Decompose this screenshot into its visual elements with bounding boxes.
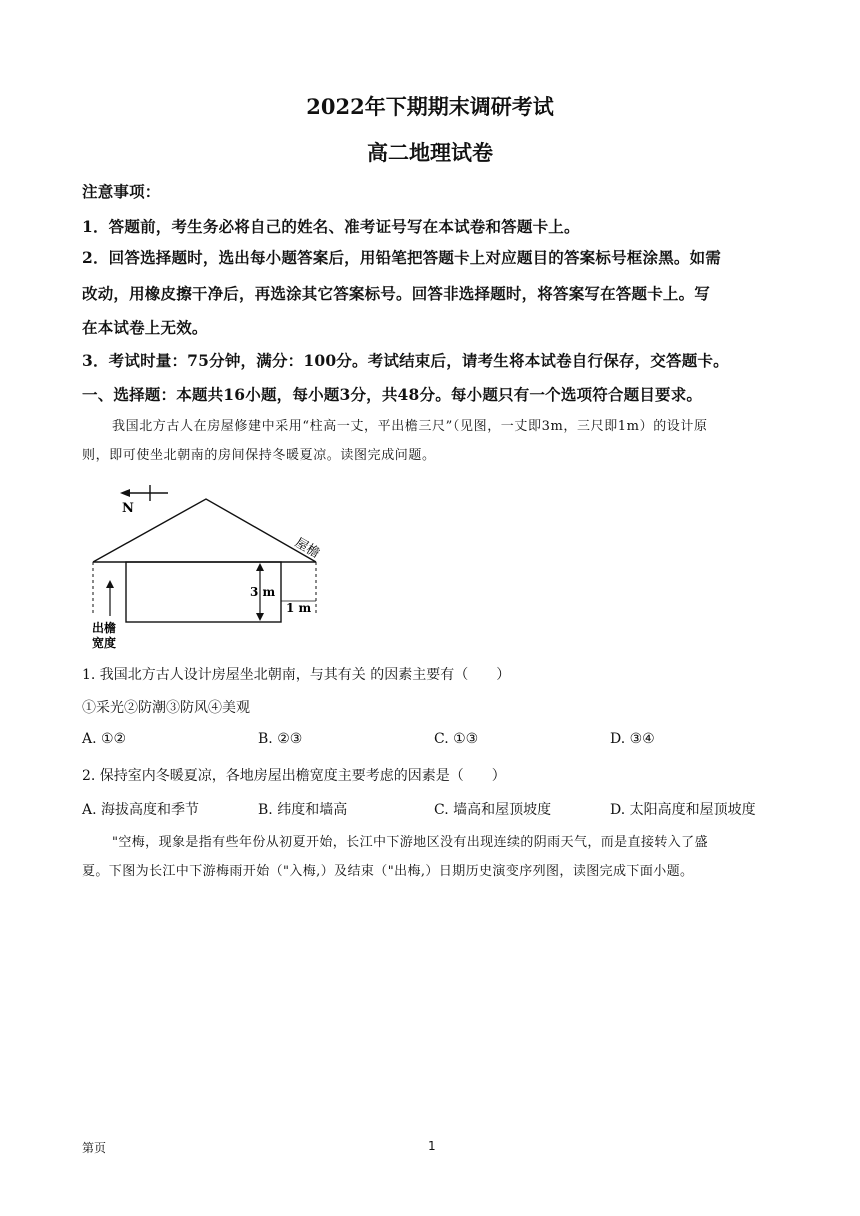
notice-item-2-line-3: 在本试卷上无效。 — [82, 318, 208, 337]
house-diagram — [80, 476, 340, 656]
question-1-items: ①采光②防潮③防风④美观 — [82, 700, 250, 716]
notice-heading: 注意事项： — [82, 182, 161, 201]
question-2-stem: 2. 保持室内冬暖夏凉，各地房屋出檐宽度主要考虑的因素是（ ） — [82, 768, 506, 784]
passage-1 — [82, 412, 782, 470]
passage-2-line-1: "空梅，现象是指有些年份从初夏开始，长江中下游地区没有出现连续的阴雨天气，而是直接转入了盛 — [112, 835, 708, 850]
passage-2-line-2: 夏。下图为长江中下游梅雨开始（"入梅,）及结束（"出梅,）日期历史演变序列图，读图完成下面小题。 — [82, 864, 694, 879]
notice-item-3: 3．考试时量：75分钟，满分：100分。考试结束后，请考生将本试卷自行保存，交答题卡。 — [82, 351, 729, 370]
section-1-heading: 一、选择题：本题共16小题，每小题3分，共48分。每小题只有一个选项符合题目要求。 — [82, 385, 703, 404]
question-2-option-a[interactable]: A. 海拔高度和季节 — [82, 802, 200, 818]
width-label-2: 宽度 — [92, 636, 117, 650]
north-arrow-icon — [120, 485, 168, 501]
eave-label: 屋檐 — [292, 535, 323, 562]
exam-title: 2022年下期期末调研考试 — [306, 94, 554, 119]
notice-item-2-line-1: 2．回答选择题时，选出每小题答案后，用铅笔把答题卡上对应题目的答案标号框涂黑。如需 — [82, 248, 721, 267]
question-1-option-d[interactable]: D. ③④ — [610, 731, 655, 747]
question-1-option-c[interactable]: C. ①③ — [434, 731, 479, 747]
question-2-option-b[interactable]: B. 纬度和墙高 — [258, 802, 348, 818]
height-label: 3 m — [250, 585, 276, 599]
overhang-label: 1 m — [286, 601, 312, 615]
passage-1-line-2: 则，即可使坐北朝南的房间保持冬暖夏凉。读图完成问题。 — [82, 448, 436, 463]
passage-2 — [82, 828, 782, 886]
notice-item-1: 1．答题前，考生务必将自己的姓名、准考证号写在本试卷和答题卡上。 — [82, 217, 580, 236]
exam-subtitle: 高二地理试卷 — [367, 140, 493, 165]
question-2-option-c[interactable]: C. 墙高和屋顶坡度 — [434, 802, 552, 818]
footer-page-number: 1 — [428, 1139, 436, 1153]
question-1-stem: 1. 我国北方古人设计房屋坐北朝南，与其有关 的因素主要有（ ） — [82, 667, 511, 683]
footer-page-label: 第页 — [82, 1141, 107, 1155]
north-label: N — [122, 501, 134, 516]
question-1-option-b[interactable]: B. ②③ — [258, 731, 303, 747]
question-1-option-a[interactable]: A. ①② — [82, 731, 127, 747]
question-2-option-d[interactable]: D. 太阳高度和屋顶坡度 — [610, 802, 756, 818]
width-arrow-icon — [106, 580, 114, 616]
width-label-1: 出檐 — [92, 621, 117, 635]
notice-item-2-line-2: 改动，用橡皮擦干净后，再选涂其它答案标号。回答非选择题时，将答案写在答题卡上。写 — [82, 284, 711, 303]
passage-1-line-1: 我国北方古人在房屋修建中采用“柱高一丈，平出檐三尺”（见图，一丈即3m，三尺即1m）的设计原 — [112, 419, 708, 434]
